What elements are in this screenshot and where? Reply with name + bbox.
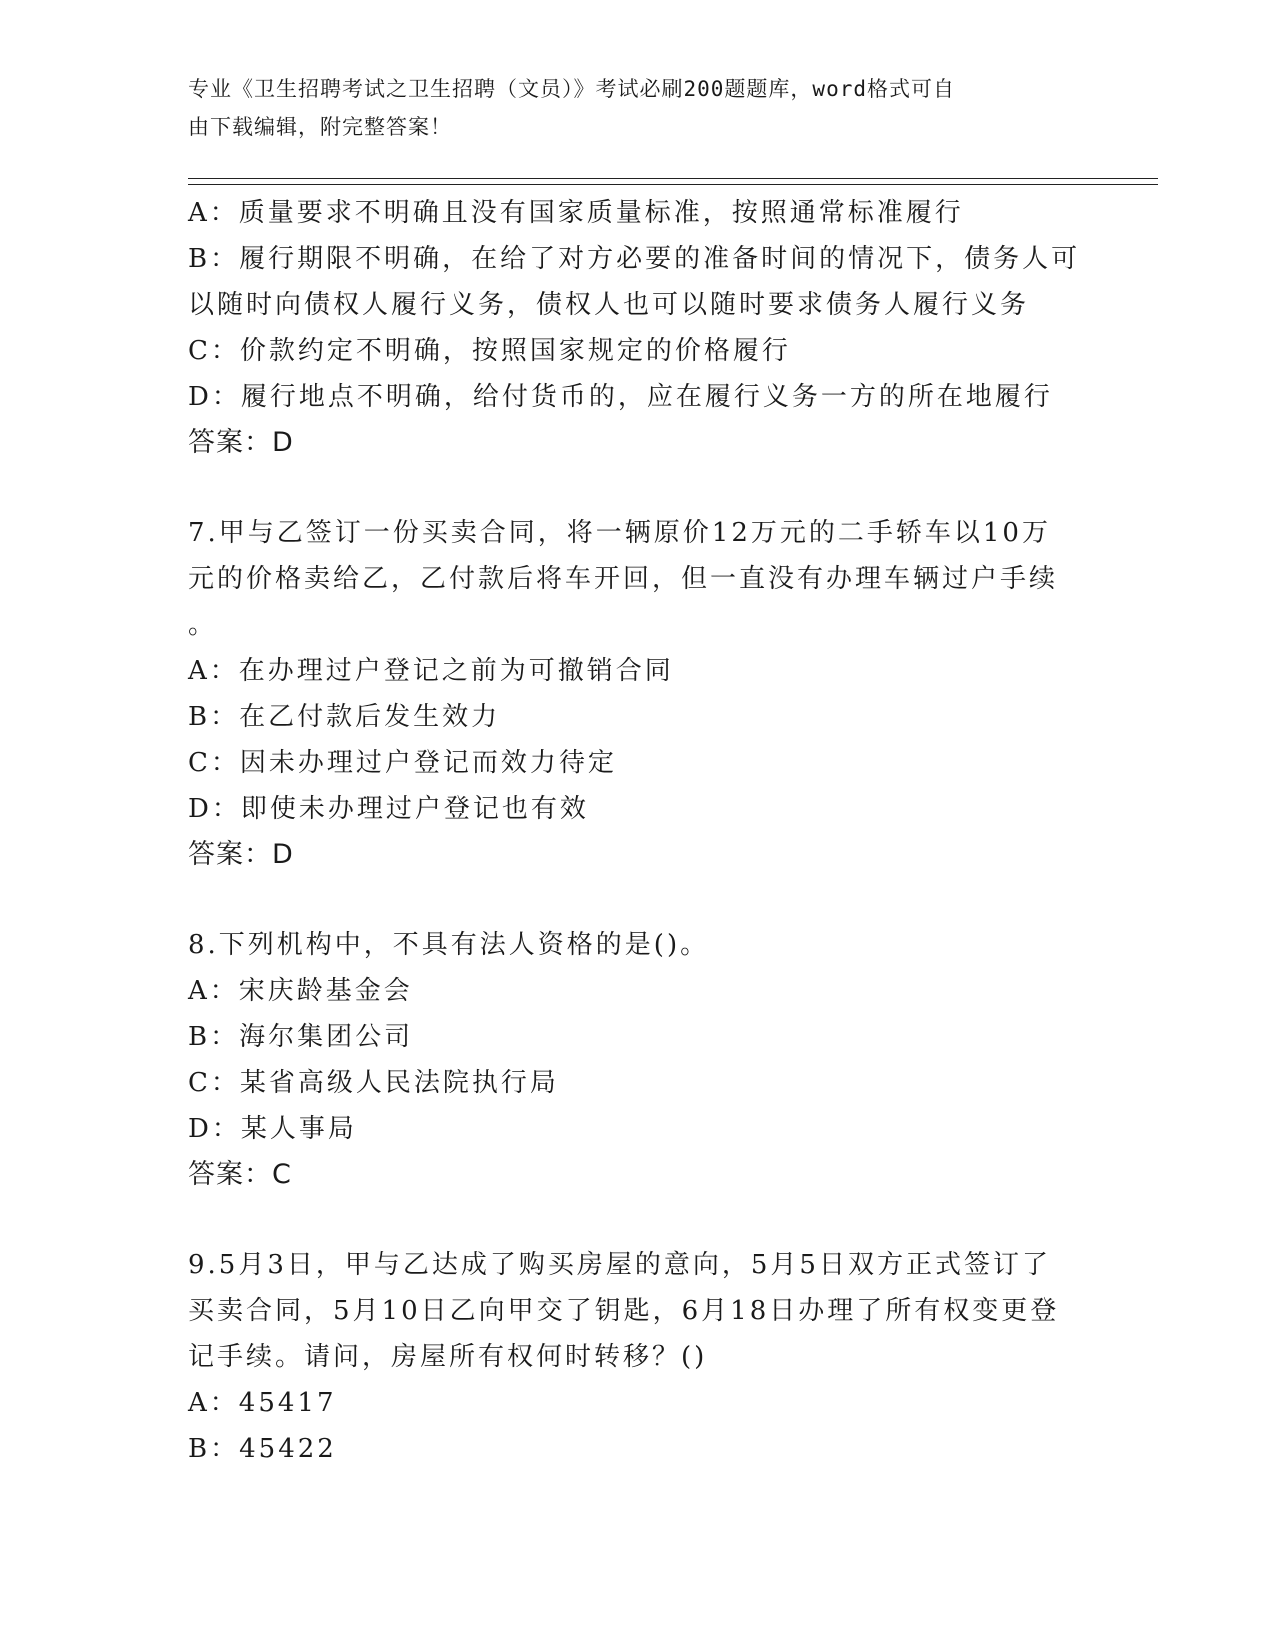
- document-header: [188, 70, 1088, 146]
- option-b: B：45422: [188, 1434, 337, 1464]
- option-c: C：因未办理过户登记而效力待定: [188, 748, 617, 778]
- question-7-block: [188, 510, 1088, 878]
- question-7-text-line-1: 7.甲与乙签订一份买卖合同，将一辆原价12万元的二手轿车以10万: [188, 518, 1051, 548]
- header-divider-top: [188, 178, 1158, 179]
- header-divider-bottom: [188, 184, 1158, 185]
- question-7-text-line-3: 。: [188, 610, 218, 640]
- header-title-line-1: 专业《卫生招聘考试之卫生招聘（文员）》考试必刷200题题库，word格式可自: [188, 77, 955, 101]
- spacer: [188, 466, 1088, 510]
- question-9-text-line-1: 9.5月3日，甲与乙达成了购买房屋的意向，5月5日双方正式签订了: [188, 1250, 1051, 1280]
- question-7-text-line-2: 元的价格卖给乙，乙付款后将车开回，但一直没有办理车辆过户手续: [188, 564, 1059, 594]
- question-9-text-line-3: 记手续。请问，房屋所有权何时转移？(): [188, 1342, 708, 1372]
- option-a: A：在办理过户登记之前为可撤销合同: [188, 656, 674, 686]
- option-a: A：质量要求不明确且没有国家质量标准，按照通常标准履行: [188, 198, 964, 228]
- question-8-block: [188, 922, 1088, 1198]
- option-a: A：45417: [188, 1388, 337, 1418]
- option-b: B：海尔集团公司: [188, 1022, 414, 1052]
- header-title-line-2: 由下载编辑，附完整答案！: [188, 115, 452, 139]
- spacer: [188, 1198, 1088, 1242]
- question-content: [188, 190, 1088, 1472]
- answer-label: 答案：C: [188, 1159, 292, 1190]
- option-c: C：某省高级人民法院执行局: [188, 1068, 559, 1098]
- option-b: B：在乙付款后发生效力: [188, 702, 501, 732]
- prev-question-block: [188, 190, 1088, 466]
- option-b: B：履行期限不明确，在给了对方必要的准备时间的情况下，债务人可以随时向债权人履行义务，债权人也可以随时要求债务人履行义务: [188, 244, 1081, 320]
- option-d: D：即使未办理过户登记也有效: [188, 794, 589, 824]
- question-9-block: [188, 1242, 1088, 1472]
- option-d: D：履行地点不明确，给付货币的，应在履行义务一方的所在地履行: [188, 382, 1053, 412]
- option-d: D：某人事局: [188, 1114, 357, 1144]
- answer-label: 答案：D: [188, 839, 294, 870]
- answer-label: 答案：D: [188, 427, 294, 458]
- question-9-text-line-2: 买卖合同，5月10日乙向甲交了钥匙，6月18日办理了所有权变更登: [188, 1296, 1060, 1326]
- spacer: [188, 878, 1088, 922]
- option-c: C：价款约定不明确，按照国家规定的价格履行: [188, 336, 791, 366]
- option-a: A：宋庆龄基金会: [188, 976, 413, 1006]
- question-8-text: 8.下列机构中，不具有法人资格的是()。: [188, 930, 710, 960]
